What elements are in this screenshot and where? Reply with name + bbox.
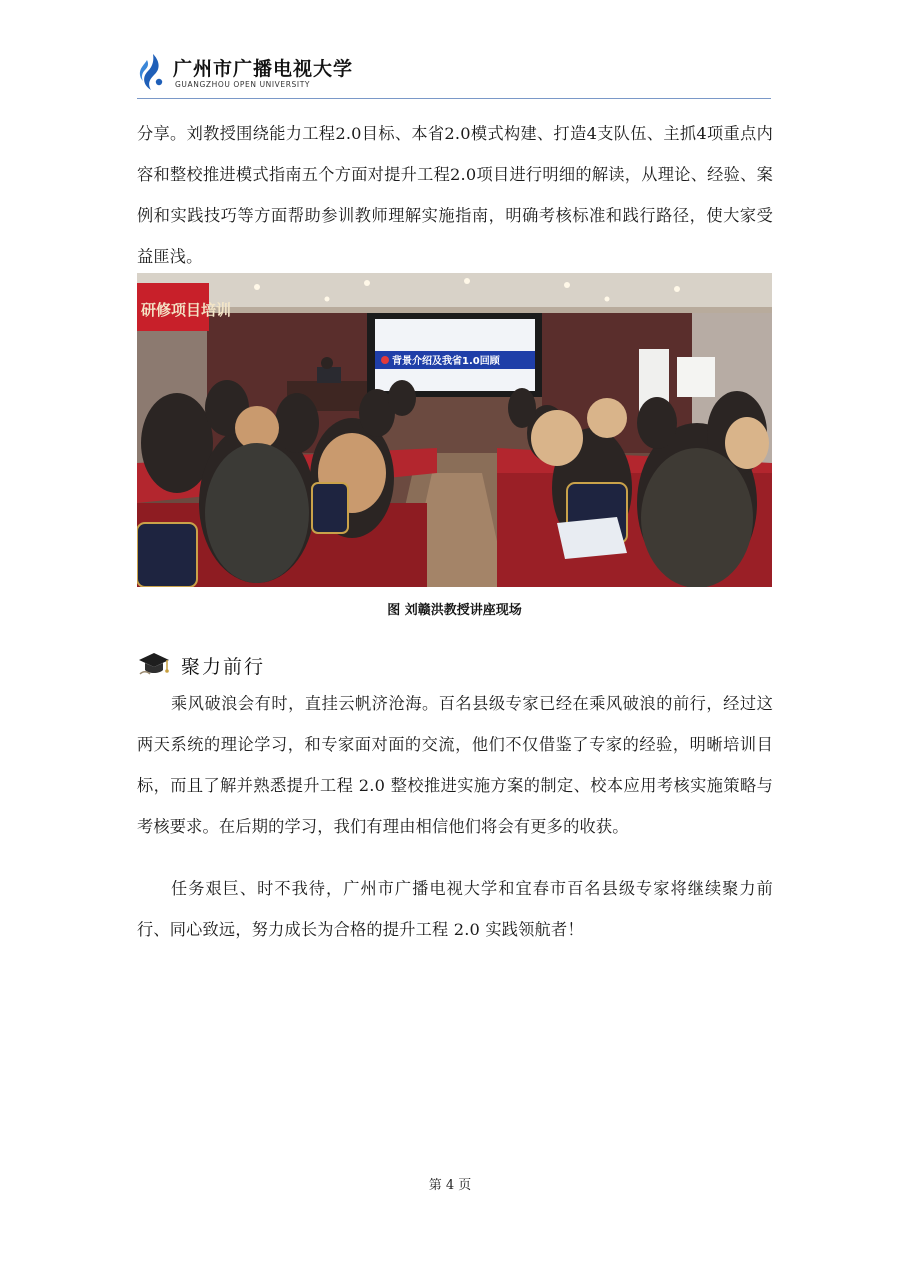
- page-number: 第 4 页: [428, 1178, 472, 1193]
- org-name-en: GUANGZHOU OPEN UNIVERSITY: [175, 80, 311, 89]
- header-divider: [137, 98, 771, 99]
- university-logo-icon: [139, 52, 167, 92]
- slide-title: 背景介绍及我省1.0回顾: [392, 356, 500, 367]
- org-name: 广州市广播电视大学: [173, 58, 354, 80]
- section-heading: [137, 648, 437, 682]
- lecture-photo: [137, 273, 772, 587]
- body-paragraph-2: 乘风破浪会有时，直挂云帆济沧海。百名县级专家已经在乘风破浪的前行，经过这两天系统的理论学习，和专家面对面的交流，他们不仅借鉴了专家的经验，明晰培训目标，而且了解并熟悉提升工程 2.0 整校推进实施方案的制定、校本应用考核实施策略与考核要求。在后期的学习，我们有理由相信他们将会有更多的收获。: [137, 694, 773, 836]
- graduation-cap-icon: [137, 650, 171, 678]
- figure-caption: 图 刘赣洪教授讲座现场: [387, 603, 522, 618]
- page-header: [137, 48, 771, 100]
- banner-text: 研修项目培训: [141, 301, 232, 319]
- section-title: 聚力前行: [181, 656, 266, 678]
- body-paragraph-1: 分享。刘教授围绕能力工程2.0目标、本省2.0模式构建、打造4支队伍、主抓4项重点内容和整校推进模式指南五个方面对提升工程2.0项目进行明细的解读，从理论、经验、案例和实践技巧等方面帮助参训教师理解实施指南，明确考核标准和践行路径，使大家受益匪浅。: [137, 124, 773, 266]
- body-paragraph-3: 任务艰巨、时不我待，广州市广播电视大学和宜春市百名县级专家将继续聚力前行、同心致远，努力成长为合格的提升工程 2.0 实践领航者！: [137, 879, 773, 939]
